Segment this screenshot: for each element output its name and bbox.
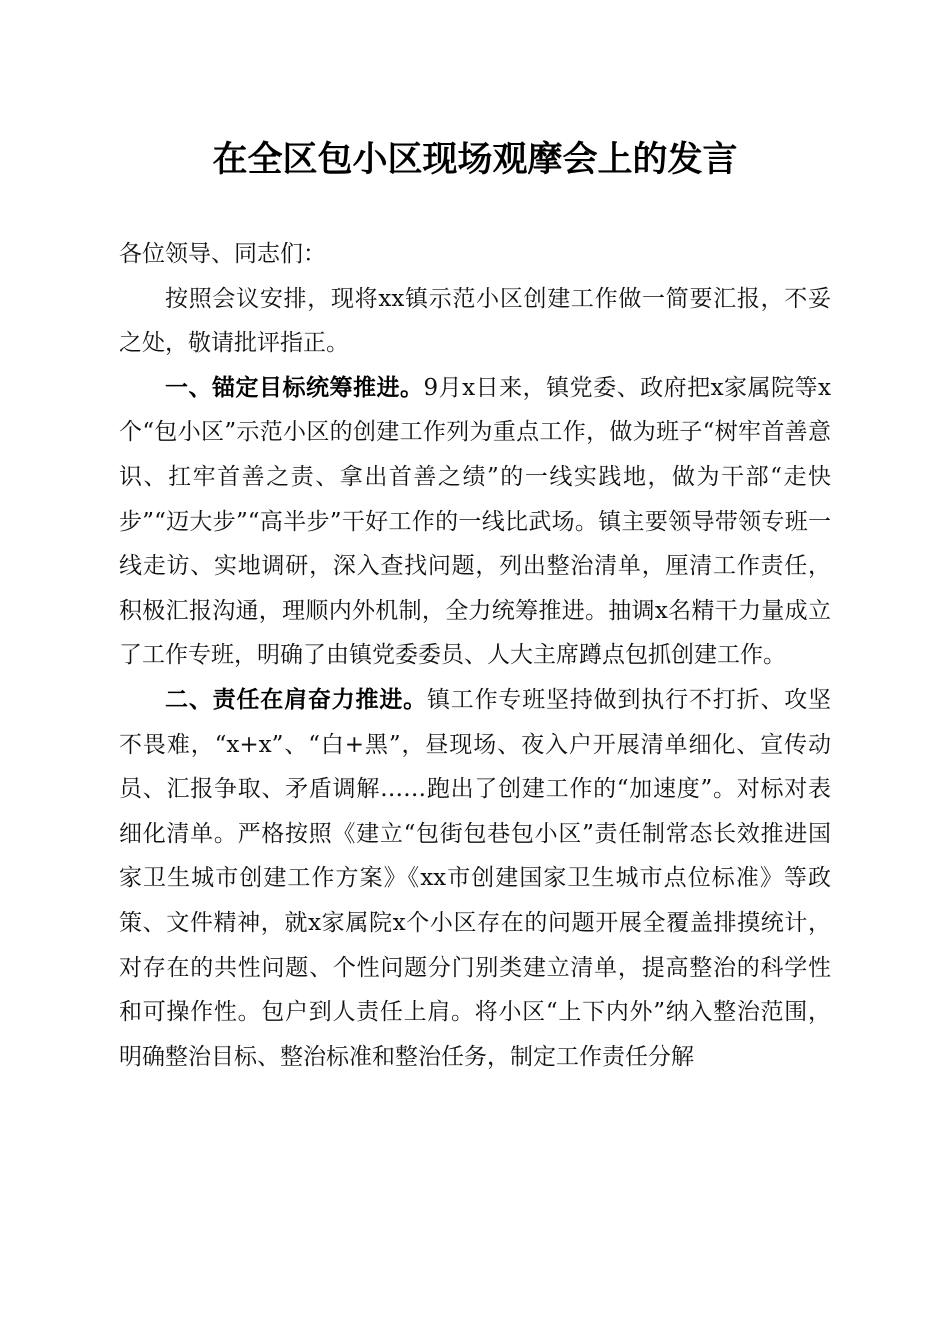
section-paragraph-2 (119, 678, 831, 1079)
intro-paragraph: 按照会议安排，现将xx镇示范小区创建工作做一简要汇报，不妥之处，敬请批评指正。 (119, 285, 831, 357)
section-heading-1: 一、锚定目标统筹推进。 (165, 374, 424, 401)
salutation: 各位领导、同志们： (119, 241, 326, 267)
section-paragraph-1 (119, 366, 831, 678)
section-text-2: 镇工作专班坚持做到执行不打折、攻坚不畏难，“x+x”、“白+黑”，昼现场、夜入户开展清单细化、宣传动员、汇报争取、矛盾调解……跑出了创建工作的“加速度”。对标对表细化清单。严格按照《建立“包街包巷包小区”责任制常态长效推进国家卫生城市创建工作方案》《xx市创建国家卫生城市点位标准》等政策、文件精神，就x家属院x个小区存在的问题开展全覆盖排摸统计，对存在的共性问题、个性问题分门别类建立清单，提高整治的科学性和可操作性。包户到人责任上肩。将小区“上下内外”纳入整治范围，明确整治目标、整治标准和整治任务，制定工作责任分解 (119, 686, 832, 1070)
document-body (119, 232, 831, 1079)
section-text-1: 9月x日来，镇党委、政府把x家属院等x个“包小区”示范小区的创建工作列为重点工作，做为班子“树牢首善意识、扛牢首善之责、拿出首善之绩”的一线实践地，做为干部“走快步”“迈大步”“高半步”干好工作的一线比武场。镇主要领导带领专班一线走访、实地调研，深入查找问题，列出整治清单，厘清工作责任，积极汇报沟通，理顺内外机制，全力统筹推进。抽调x名精干力量成立了工作专班，明确了由镇党委委员、人大主席蹲点包抓创建工作。 (119, 374, 832, 669)
document-title: 在全区包小区现场观摩会上的发言 (212, 139, 738, 180)
section-heading-2: 二、责任在肩奋力推进。 (165, 686, 427, 713)
